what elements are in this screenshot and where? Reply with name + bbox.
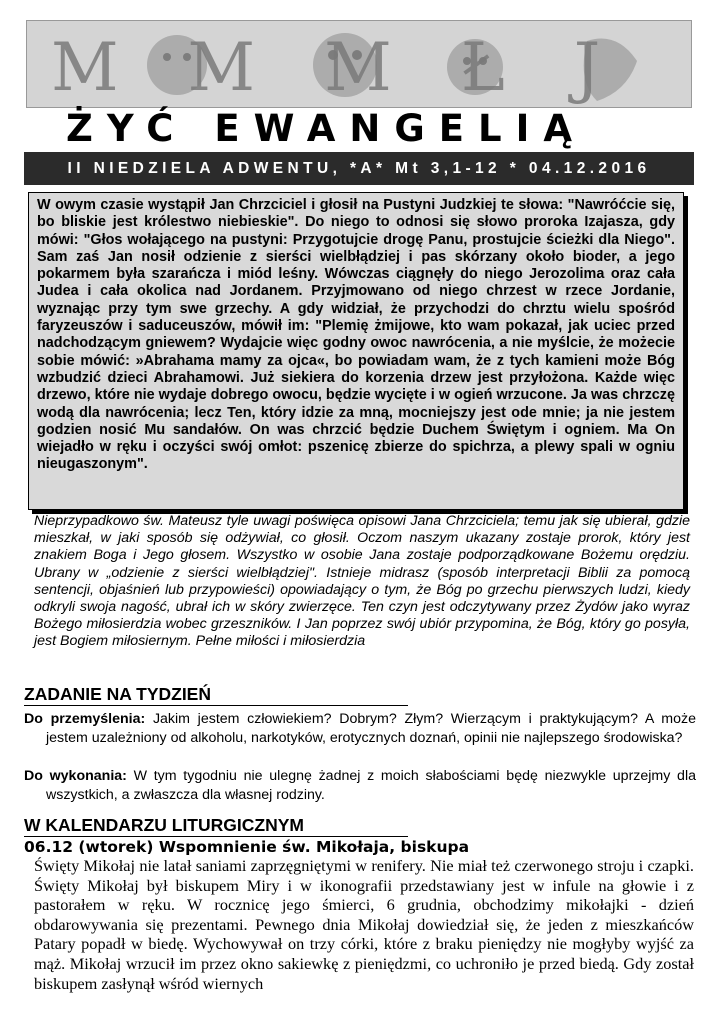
calendar-section-divider <box>24 836 408 837</box>
action-task <box>24 767 696 805</box>
action-text: W tym tygodniu nie ulegnę żadnej z moich słabościami będę niezwykle uprzejmy dla wszystkich, a zwłaszcza dla własnej rodziny. <box>46 768 696 803</box>
commentary-text: Nieprzypadkowo św. Mateusz tyle uwagi poświęca opisowi Jana Chrzciciela; temu jak się ubierał, gdzie mieszkał, w jaki sposób się odżywiał, co głosił. Oczom naszym ukazany zostaje prorok, który jest znakiem Boga i Jego głosem. Wszystko w osobie Jana zostaje podporządkowane Bożemu orędziu. Ubrany w „odzienie z sierści wielbłądziej". Istnieje midrasz (sposób interpretacji Biblii za pomocą sentencji, objaśnień lub przypowieści) opowiadający o tym, że Bóg po grzechu pierwszych ludzi, kiedy odkryli swoja nagość, ubrał ich w skóry zwierzęce. Ten czyn jest odczytywany przez Żydów jako wyraz Bożego miłosierdzia wobec grzeszników. I Jan poprzez swój ubiór przypomina, że Bóg, który go posyła, jest Bogiem miłosiernym. Pełne miłości i miłosierdzia <box>34 513 690 650</box>
banner-letters: M M M Ł J <box>51 29 625 106</box>
action-label: Do wykonania: <box>24 768 127 784</box>
sunday-header-bar: II NIEDZIELA ADWENTU, *A* Mt 3,1-12 * 04.12.2016 <box>24 152 694 185</box>
decorative-banner <box>26 20 692 108</box>
gospel-text: W owym czasie wystąpił Jan Chrzciciel i głosił na Pustyni Judzkiej te słowa: "Nawróćcie się, bo bliskie jest królestwo niebieskie". Do niego to odnosi się słowo proroka Izajasza, gdy mówi: "Głos wołającego na pustyni: Przygotujcie drogę Panu, prostujcie ścieżki dla Niego". Sam zaś Jan nosił odzienie z sierści wielbłądziej i pas skórzany około bioder, a jego pokarmem była szarańcza i miód leśny. Wówczas ciągnęły do niego Jerozolima oraz cała Judea i cała okolica nad Jordanem. Przyjmowano od niego chrzest w rzece Jordanie, wyznając przy tym swe grzechy. A gdy widział, że przychodzi do chrztu wielu spośród faryzeuszów i saduceuszów, mówił im: "Plemię żmijowe, kto wam pokazał, jak uciec przed nadchodzącym gniewem? Wydajcie więc godny owoc nawrócenia, a nie myślcie, że możecie sobie mówić: »Abrahama mamy za ojca«, bo powiadam wam, że z tych kamieni może Bóg wzbudzić dzieci Abrahamowi. Już siekiera do korzenia drzew jest przyłożona. Każde więc drzewo, które nie wydaje dobrego owocu, będzie wycięte i w ogień wrzucone. Ja was chrzczę wodą dla nawrócenia; lecz Ten, który idzie za mną, mocniejszy jest ode mnie; ja nie jestem godzien nosić Mu sandałów. On was chrzcić będzie Duchem Świętym i ogniem. Ma On wiejadło w ręku i oczyści swój omłot: pszenicę zbierze do spichrza, a plewy spali w ogniu nieugaszonym". <box>37 197 675 473</box>
task-section-heading: ZADANIE NA TYDZIEŃ <box>24 684 211 704</box>
gospel-box <box>28 192 684 510</box>
reflection-task <box>24 710 696 748</box>
event-title: 06.12 (wtorek) Wspomnienie św. Mikołaja, biskupa <box>24 838 470 856</box>
event-text: Święty Mikołaj nie latał saniami zaprzęgniętymi w renifery. Nie miał też czerwonego stroju i czapki. Święty Mikołaj był biskupem Miry i w ikonografii przedstawiany jest w infule na głowie i z pastorałem w ręku. W rocznicę jego śmierci, 6 grudnia, obchodzimy mikołajki - dzień obdarowywania się prezentami. Pewnego dnia Mikołaj dowiedział się, że jeden z mieszkańców Patary popadł w biedę. Wychowywał on trzy córki, które z braku pieniędzy nie mogłyby wyjść za mąż. Mikołaj wrzucił im przez okno sakiewkę z pieniędzmi, co uchroniło je przed biedą. Gdy został biskupem zasłynął wśród wiernych <box>34 856 694 993</box>
reflection-label: Do przemyślenia: <box>24 711 146 727</box>
calendar-section-heading: W KALENDARZU LITURGICZNYM <box>24 815 304 835</box>
page-title: ŻYĆ EWANGELIĄ <box>66 107 586 150</box>
reflection-text: Jakim jestem człowiekiem? Dobrym? Złym? Wierzącym i praktykującym? A może jestem uzależniony od alkoholu, narkotyków, erotycznych doznań, opinii nie najlepszego środowiska? <box>46 711 696 746</box>
task-section-divider <box>24 705 408 706</box>
